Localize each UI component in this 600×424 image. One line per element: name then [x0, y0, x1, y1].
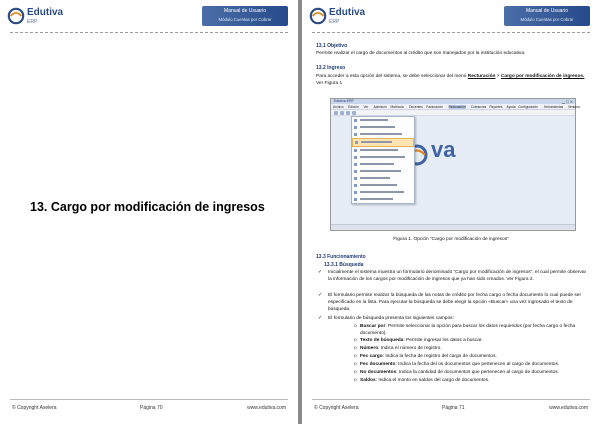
banner-title: Manual de Usuario [526, 8, 568, 14]
checkmark-icon: ✓ [318, 270, 323, 275]
footer-website: www.edutiva.com [247, 405, 286, 411]
sub-bullet-icon: o [354, 362, 357, 367]
menu-item-label-placeholder [360, 163, 394, 165]
menu-item[interactable]: Facturación [426, 104, 443, 109]
brand-logo [309, 6, 369, 28]
brand-logo [7, 6, 67, 28]
menu-item-label-placeholder [360, 177, 390, 179]
footer-divider [10, 399, 288, 400]
field-name: Fec cargo [360, 354, 383, 359]
toolbar-button[interactable] [346, 111, 350, 115]
footer-page-number: Página 70 [140, 405, 163, 411]
dropdown-menu-item[interactable] [352, 131, 414, 138]
menu-path-separator: > [495, 74, 501, 79]
menu-item[interactable]: Edición [348, 104, 359, 109]
menu-item-icon [354, 149, 357, 152]
toolbar-button[interactable] [334, 111, 338, 115]
brand-sub: ERP [27, 19, 38, 25]
dropdown-menu-item[interactable] [352, 117, 414, 124]
menu-item-icon [354, 133, 357, 136]
edutiva-logo-icon [7, 7, 25, 25]
toolbar-button[interactable] [352, 111, 356, 115]
brand-sub: ERP [329, 19, 340, 25]
footer-divider [312, 399, 590, 400]
sub-bullet-icon: o [354, 346, 357, 351]
dropdown-menu-item[interactable] [352, 124, 414, 131]
chapter-title: 13. Cargo por modificación de ingresos [30, 200, 265, 214]
field-numero [360, 345, 588, 352]
dropdown-menu-item[interactable] [352, 189, 414, 196]
sub-bullet-icon: o [354, 354, 357, 359]
field-desc: : Permite seleccionar la opción para buscar los datos requeridos (por fecha cargo o fecha documento). [360, 324, 576, 336]
field-desc: : Indica la fecha de registro del cargo de documentos. [382, 354, 497, 359]
menu-path-link-cargo[interactable]: Cargo por modificación de [500, 74, 562, 79]
menu-item-icon [355, 141, 358, 144]
field-name: Fec documento [360, 362, 396, 367]
menu-item-label-placeholder [360, 133, 402, 135]
manual-banner [504, 6, 590, 26]
field-name: Saldos [360, 378, 376, 383]
menu-item[interactable]: Reportes [489, 104, 503, 109]
menu-item[interactable]: Docentes [409, 104, 423, 109]
sub-bullet-icon: o [354, 338, 357, 343]
section-busqueda-title: 13.3.1 Búsqueda [324, 262, 364, 268]
sub-bullet-icon: o [354, 324, 357, 329]
field-fec-documento [360, 361, 588, 368]
dropdown-menu-item[interactable] [352, 147, 414, 154]
menu-item-icon [354, 126, 357, 129]
section-objetivo-text: Permite realizar el cargo de documentos al crédito que son manejados por la institución educativa. [316, 51, 526, 56]
figure-1-screenshot [330, 98, 580, 231]
section-funcionamiento-title: 13.3 Funcionamiento [316, 254, 366, 260]
menu-item-label-placeholder [360, 149, 398, 151]
menu-item-label-placeholder [361, 141, 392, 143]
menu-item[interactable]: Recturación [448, 104, 466, 109]
figure-1-caption: Figura 1. Opción “Cargo por modificación de ingresos” [393, 237, 509, 242]
manual-banner [202, 6, 288, 26]
dropdown-menu-item[interactable] [352, 196, 414, 203]
bullet-text-3: El formulario de búsqueda presenta los siguientes campos: [328, 316, 454, 321]
field-desc: : Permite ingresar los datos a buscar. [403, 338, 483, 343]
field-name: Buscar por [360, 324, 386, 329]
menu-path-link-recturacion[interactable]: Recturación [467, 74, 496, 79]
menu-item-icon [354, 198, 357, 201]
banner-subtitle: Módulo Cuentas por Cobrar [218, 17, 272, 22]
menu-item-label-placeholder [360, 184, 397, 186]
dropdown-menu-item[interactable] [352, 154, 414, 161]
menu-item-label-placeholder [360, 198, 393, 200]
menu-item[interactable]: Herramientas [544, 104, 564, 109]
banner-subtitle: Módulo Cuentas por Cobrar [520, 17, 574, 22]
section-ingreso-title: 13.2 Ingreso [316, 65, 346, 71]
field-desc: : Indica el monto en saldos del cargo de documentos. [375, 378, 490, 383]
section-objetivo-title: 13.1 Objetivo [316, 43, 348, 49]
menu-item[interactable]: Ver [363, 104, 369, 109]
menu-item[interactable]: Matrícula [390, 104, 404, 109]
menu-item-label-placeholder [360, 119, 388, 121]
checkmark-icon: ✓ [318, 316, 323, 321]
recturacion-dropdown-menu [351, 116, 415, 204]
menu-item[interactable]: Admisión [373, 104, 387, 109]
banner-title: Manual de Usuario [224, 8, 266, 14]
menu-item-icon [354, 170, 357, 173]
menu-item-icon [354, 163, 357, 166]
menu-item-icon [354, 177, 357, 180]
menu-item-label-placeholder [360, 156, 405, 158]
field-saldos [360, 377, 588, 384]
brand-name: Edutiva [27, 7, 64, 18]
right-page [302, 0, 600, 424]
header-divider [312, 32, 590, 33]
field-desc: : Indica el número de registro. [378, 346, 442, 351]
menu-item-label-placeholder [360, 191, 404, 193]
sub-bullet-icon: o [354, 378, 357, 383]
menu-path-link-ingresos[interactable]: ingresos. [563, 74, 585, 79]
menu-item-icon [354, 191, 357, 194]
workspace-logo-text: va [431, 137, 456, 162]
header-divider [10, 32, 288, 33]
menu-item[interactable]: Archivo [333, 104, 344, 109]
brand-name: Edutiva [329, 7, 366, 18]
footer-page-number: Página 71 [442, 405, 465, 411]
footer-copyright: © Copyright Axelera [314, 405, 359, 411]
sub-bullet-icon: o [354, 370, 357, 375]
menu-item-label-placeholder [360, 126, 395, 128]
dropdown-menu-item[interactable] [352, 161, 414, 168]
ingreso-text-post: Ver Figura 1 [316, 81, 343, 86]
checkmark-icon: ✓ [318, 293, 323, 298]
footer-website: www.edutiva.com [549, 405, 588, 411]
bullet-text-1: Inicialmente el sistema muestra un formulario denominado “Cargo por modificación de ingresos”, el cual permite observar la información de los cargos por modificación de ingresos que ya han sido creados. Ver Figura 2. [328, 270, 587, 282]
dropdown-menu-item[interactable] [352, 175, 414, 182]
menu-item[interactable]: Cobranzas [470, 104, 487, 109]
menu-item[interactable]: Ayuda [506, 104, 516, 109]
field-buscar-por [360, 323, 588, 337]
toolbar-button[interactable] [340, 111, 344, 115]
edutiva-logo-icon [309, 7, 327, 25]
dropdown-menu-item[interactable] [352, 182, 414, 189]
menu-item[interactable]: Ventana [568, 104, 580, 109]
menu-item-icon [354, 156, 357, 159]
field-no-documentos [360, 369, 588, 376]
field-texto-busqueda [360, 337, 588, 344]
field-name: Texto de búsqueda [360, 338, 404, 343]
window-controls: ▁ ▢ ✕ [562, 99, 573, 104]
field-name: No documentos [360, 370, 397, 375]
window-title: Edutiva ERP [334, 99, 354, 103]
left-page [0, 0, 298, 424]
menu-item-label-placeholder [360, 170, 401, 172]
window-statusbar [331, 224, 575, 230]
dropdown-menu-item[interactable] [352, 168, 414, 175]
menu-item-icon [354, 119, 357, 122]
dropdown-menu-item[interactable] [352, 138, 414, 147]
menu-item[interactable]: Configuración [518, 104, 538, 109]
section-ingreso-text [316, 73, 588, 87]
bullet-text-2: El formulario permite realizar la búsqueda de las notas de crédito por fecha cargo o fecha documento lo cual puede ser especificado en la lista. Para ejecutar la búsqueda se debe elegir la opción «Buscar» una vez ingresado el texto de búsqueda. [328, 293, 582, 312]
field-fec-cargo [360, 353, 588, 360]
field-desc: : Indica la fecha del os documentos que pertenecen al cargo de documentos. [395, 362, 560, 367]
menu-item-icon [354, 184, 357, 187]
footer-copyright: © Copyright Axelera [12, 405, 57, 411]
field-name: Número [360, 346, 379, 351]
ingreso-text-pre: Para acceder a esta opción del sistema, se debe seleccionar del menú [316, 74, 468, 79]
field-desc: : Indica la cantidad de documentos que pertenecen al cargo de documentos. [396, 370, 559, 375]
